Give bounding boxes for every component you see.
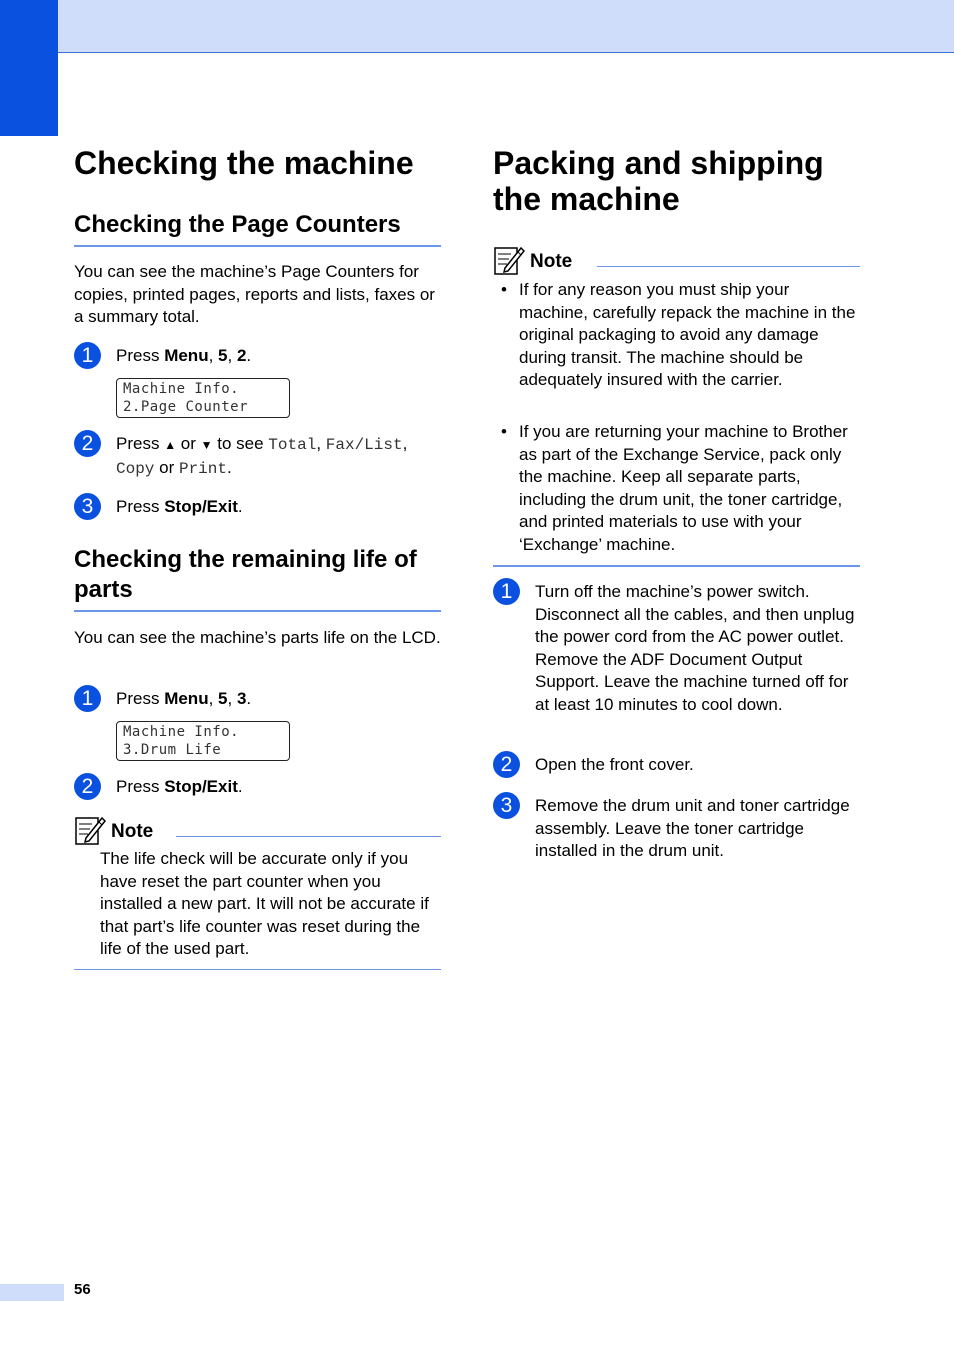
parts-step-2 — [74, 773, 441, 803]
lcd-display — [116, 378, 290, 418]
note-bullet — [501, 279, 861, 414]
bullet-dot: • — [501, 422, 507, 441]
heading-remaining-life: Checking the remaining life of parts — [74, 545, 441, 612]
parts-step-1 — [74, 685, 441, 715]
counters-step-2 — [74, 430, 441, 482]
note-label: Note — [530, 251, 573, 272]
step-number: 2 — [74, 430, 101, 457]
heading-page-counters: Checking the Page Counters — [74, 210, 441, 247]
chapter-tab — [0, 0, 58, 136]
lcd-line-1: Machine Info. — [123, 381, 240, 397]
key-5: 5 — [218, 689, 228, 708]
step-number: 1 — [493, 578, 520, 605]
step-text: Press ▲ or ▼ to see Total, Fax/List, Copy or Print. — [116, 434, 408, 478]
step-text: Open the front cover. — [535, 755, 694, 774]
bullet-text: If for any reason you must ship your machine, carefully repack the machine in the original packaging to avoid any damage during transit. The machine should be adequately insured with the carrier. — [519, 280, 856, 389]
section-title-checking: Checking the machine — [74, 145, 414, 181]
page-number-bar — [0, 1284, 64, 1301]
packing-step-1 — [493, 578, 860, 738]
option-total: Total — [268, 436, 317, 454]
note-pencil-icon — [74, 814, 106, 846]
step-number: 2 — [74, 773, 101, 800]
note-rule — [176, 836, 441, 837]
note-end-rule — [493, 565, 860, 567]
note-pencil-icon — [493, 244, 525, 276]
step-number: 1 — [74, 685, 101, 712]
note-bullet — [501, 421, 861, 556]
step-text: Press Menu, 5, 2. — [116, 346, 252, 365]
note-end-rule — [74, 969, 441, 970]
option-copy: Copy — [116, 459, 155, 478]
up-arrow-icon: ▲ — [164, 438, 177, 452]
stop-exit-key: Stop/Exit — [164, 777, 238, 796]
lcd-line-2: 2.Page Counter — [123, 399, 249, 415]
step-text: Press Menu, 5, 3. — [116, 689, 252, 708]
packing-step-3 — [493, 792, 860, 864]
counters-step-3 — [74, 493, 441, 523]
step-number: 3 — [493, 792, 520, 819]
step-text: Press Stop/Exit. — [116, 777, 243, 796]
note-header — [493, 244, 860, 278]
stop-exit-key: Stop/Exit — [164, 497, 238, 516]
option-fax-list: Fax/List — [325, 436, 403, 454]
page-number: 56 — [74, 1281, 91, 1298]
step-number: 3 — [74, 493, 101, 520]
note-header — [74, 814, 441, 848]
step-number: 2 — [493, 751, 520, 778]
note-text: The life check will be accurate only if you have reset the part counter when you installed a new part. It will not be accurate if that part’s life counter was reset during the life of the used part. — [100, 849, 429, 958]
lcd-line-2: 3.Drum Life — [123, 742, 222, 758]
counters-intro: You can see the machine’s Page Counters for copies, printed pages, reports and lists, faxes or a summary total. — [74, 262, 435, 326]
lcd-line-1: Machine Info. — [123, 724, 240, 740]
key-2: 2 — [236, 346, 247, 365]
step-text: Press Stop/Exit. — [116, 497, 243, 516]
bullet-dot: • — [501, 280, 507, 299]
down-arrow-icon: ▼ — [200, 438, 213, 452]
key-3: 3 — [236, 689, 247, 708]
header-band — [0, 0, 954, 53]
packing-step-2 — [493, 751, 860, 781]
step-number: 1 — [74, 342, 101, 369]
menu-key: Menu — [164, 689, 209, 708]
note-rule — [597, 266, 860, 267]
option-print: Print — [178, 459, 227, 478]
bullet-text: If you are returning your machine to Brother as part of the Exchange Service, pack only the machine. Keep all separate parts, including the drum unit, the toner cartridge, and printed materials to use with your ‘Exchange’ machine. — [519, 422, 848, 554]
key-5: 5 — [218, 346, 228, 365]
parts-intro: You can see the machine’s parts life on the LCD. — [74, 628, 441, 647]
note-label: Note — [111, 821, 154, 842]
lcd-display — [116, 721, 290, 761]
counters-step-1 — [74, 342, 441, 372]
section-title-packing: Packing and shipping the machine — [493, 145, 824, 217]
menu-key: Menu — [164, 346, 209, 365]
step-text: Turn off the machine’s power switch. Disconnect all the cables, and then unplug the power cord from the AC power outlet. Remove the ADF Document Output Support. Leave the machine turned off for at least 10 minutes to cool down. — [535, 582, 855, 714]
step-text: Remove the drum unit and toner cartridge assembly. Leave the toner cartridge installed in the drum unit. — [535, 796, 850, 860]
